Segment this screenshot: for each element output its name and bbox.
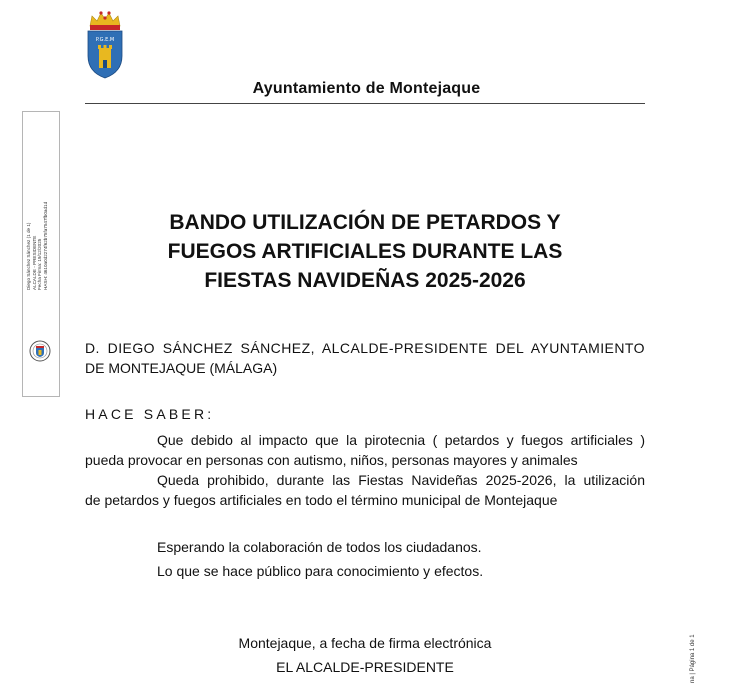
municipality-header: [0, 80, 733, 98]
publication-line: Lo que se hace público para conocimiento y efectos.: [157, 563, 484, 579]
signature-seal-icon: [29, 340, 51, 362]
paragraph-prohibition-line-2: de petardos y fuegos artificiales en todo el término municipal de Montejaque: [85, 492, 558, 508]
paragraph-impact-line-1: Que debido al impacto que la pirotecnia ( petardos y fuegos artificiales ): [157, 432, 645, 448]
signatory-title: EL ALCALDE-PRESIDENTE: [276, 659, 454, 675]
signature-line: Diego Sánchez Sánchez (1 de 1): [26, 222, 31, 290]
mayor-line-1: D. DIEGO SÁNCHEZ SÁNCHEZ, ALCALDE-PRESIDENTE DEL AYUNTAMIENTO: [85, 340, 645, 356]
paragraph-impact-line-2: pueda provocar en personas con autismo, niños, personas mayores y animales: [85, 452, 578, 468]
signature-line: ALCALDE - PRESIDENTE: [31, 235, 37, 290]
signature-line: Fecha Firma: 19/12/2025: [37, 238, 43, 290]
signature-line: HASH: 4610a0d2274f62b75fa7547fb0ad1d: [42, 201, 48, 290]
svg-text:P.G.E.M: P.G.E.M: [95, 37, 115, 43]
title-line: FIESTAS NAVIDEÑAS 2025-2026: [204, 269, 526, 292]
title-line: FUEGOS ARTIFICIALES DURANTE LAS: [167, 240, 563, 263]
collaboration-line: Esperando la colaboración de todos los ciudadanos.: [157, 539, 482, 555]
paragraph-impact: [85, 430, 645, 470]
hace-saber-heading: HACE SABER:: [85, 406, 215, 422]
municipal-crest-logo: [82, 10, 128, 80]
signature-strip-text: [26, 202, 48, 290]
municipality-name: Ayuntamiento de Montejaque: [252, 80, 481, 97]
mayor-line-2: DE MONTEJAQUE (MÁLAGA): [85, 360, 278, 376]
header-divider: [85, 103, 645, 104]
mayor-paragraph: [85, 338, 645, 378]
page-number-note: na | Página 1 de 1: [690, 634, 696, 683]
title-line: BANDO UTILIZACIÓN DE PETARDOS Y: [169, 211, 561, 234]
document-title: [85, 208, 645, 295]
paragraph-prohibition-line-1: Queda prohibido, durante las Fiestas Navideñas 2025-2026, la utilización: [157, 472, 645, 488]
paragraph-prohibition: [85, 470, 645, 510]
signature-place-date: Montejaque, a fecha de firma electrónica: [238, 635, 492, 651]
